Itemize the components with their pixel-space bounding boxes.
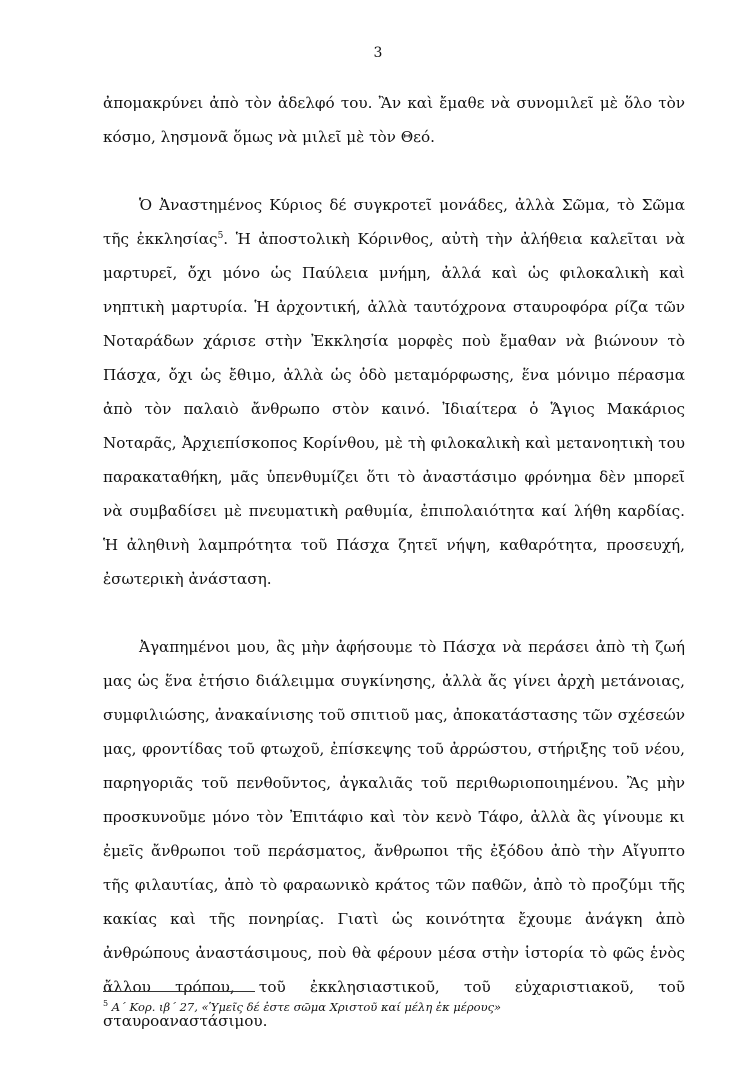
paragraph-2-text-rest: . Ἡ ἀποστολικὴ Κόρινθος, αὐτὴ τὴν ἀλήθεια καλεῖται νὰ μαρτυρεῖ, ὄχι μόνο ὡς Παύλεια μνήμη, ἀλλά καὶ ὡς φιλοκαλικὴ καὶ νηπτικὴ μαρτυρία. Ἡ ἀρχοντική, ἀλλὰ ταυτόχρονα σταυροφόρα ρίζα τῶν Νοταράδων χάρισε στὴν Ἐκκλησία μορφὲς ποὺ ἔμαθαν νὰ βιώνουν τὸ Πάσχα, ὄχι ὡς ἔθιμο, ἀλλὰ ὡς ὁδὸ μεταμόρφωσης, ἕνα μόνιμο πέρασμα ἀπὸ τὸν παλαιὸ ἄνθρωπο στὸν καινό. Ἰδιαίτερα ὁ Ἅγιος Μακάριος Νοταρᾶς, Ἀρχιεπίσκοπος Κορίνθου, μὲ τὴ φιλοκαλικὴ καὶ μετανοητικὴ του παρακαταθήκη, μᾶς ὑπενθυμίζει ὅτι τὸ ἀναστάσιμο φρόνημα δὲν μπορεῖ νὰ συμβαδίσει μὲ πνευματικὴ ραθυμία, ἐπιπολαιότητα καί λήθη καρδίας. Ἡ ἀληθινὴ λαμπρότητα τοῦ Πάσχα ζητεῖ νήψη, καθαρότητα, προσευχή, ἐσωτερικὴ ἀνάσταση. <box>103 230 685 588</box>
footnote-reference[interactable]: 5 <box>217 230 224 241</box>
paragraph-2 <box>103 188 685 596</box>
paragraph-3 <box>103 630 685 1038</box>
body-text <box>103 86 685 1038</box>
page-number: 3 <box>373 45 383 61</box>
footnote-number: 5 <box>103 999 109 1009</box>
paragraph-2-text-start: Ὁ Ἀναστημένος Κύριος δέ συγκροτεῖ μονάδες, ἀλλὰ Σῶμα, τὸ Σῶμα τῆς ἐκκλησίας <box>103 196 685 248</box>
paragraph-1-text: ἀπομακρύνει ἀπὸ τὸν ἀδελφό του. Ἂν καὶ ἔμαθε νὰ συνομιλεῖ μὲ ὅλο τὸν κόσμο, λησμονᾶ ὅμως νὰ μιλεῖ μὲ τὸν Θεό. <box>103 94 685 146</box>
paragraph-1 <box>103 86 685 154</box>
footnote-text: Α΄ Κορ. ιβ΄ 27, «Ὑμεῖς δέ ἐστε σῶμα Χριστοῦ καί μέλη ἐκ μέρους» <box>108 1000 502 1014</box>
paragraph-3-text: Ἀγαπημένοι μου, ἂς μὴν ἀφήσουμε τὸ Πάσχα νὰ περάσει ἀπὸ τὴ ζωή μας ὡς ἕνα ἐτήσιο διάλειμμα συγκίνησης, ἀλλὰ ἄς γίνει ἀρχὴ μετάνοιας, συμφιλιώσης, ἀνακαίνισης τοῦ σπιτιοῦ μας, ἀποκατάστασης τῶν σχέσεών μας, φροντίδας τοῦ φτωχοῦ, ἐπίσκεψης τοῦ ἀρρώστου, στήριξης τοῦ νέου, παρηγοριᾶς τοῦ πενθοῦντος, ἀγκαλιᾶς τοῦ περιθωριοποιημένου. Ἂς μὴν προσκυνοῦμε μόνο τὸν Ἐπιτάφιο καὶ τὸν κενὸ Τάφο, ἀλλὰ ἂς γίνουμε κι ἐμεῖς ἄνθρωποι τοῦ περάσματος, ἄνθρωποι τῆς ἐξόδου ἀπὸ τὴν Αἴγυπτο τῆς φιλαυτίας, ἀπὸ τὸ φαραωνικὸ κράτος τῶν παθῶν, ἀπὸ τὸ προζύμι τῆς κακίας καὶ τῆς πονηρίας. Γιατὶ ὡς κοινότητα ἔχουμε ἀνάγκη ἀπὸ ἀνθρώπους ἀναστάσιμους, ποὺ θὰ φέρουν μέσα στὴν ἱστορία τὸ φῶς ἑνὸς ἄλλου τρόπου, τοῦ ἐκκλησιαστικοῦ, τοῦ εὐχαριστιακοῦ, τοῦ σταυροαναστάσιμου. <box>103 638 685 1030</box>
footnote-separator <box>103 991 255 992</box>
footnote <box>103 999 685 1015</box>
